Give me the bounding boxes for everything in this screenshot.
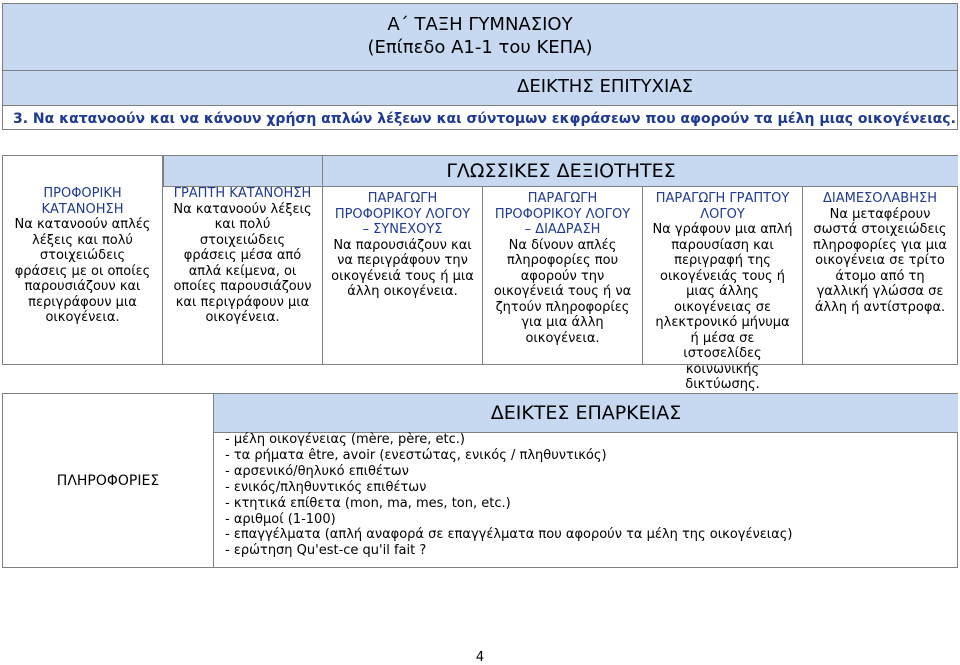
proficiency-row-label: ΠΛΗΡΟΦΟΡΙΕΣ <box>3 394 214 567</box>
skill-column-title: ΔΙΑΜΕΣΟΛΑΒΗΣΗ <box>823 191 937 206</box>
proficiency-list <box>225 432 792 559</box>
skill-column-oral-production-interaction <box>483 187 643 364</box>
skill-column-text: Να παρουσιάζουν και να περιγράφουν την οικογένειά τους ή μια άλλη οικογένεια. <box>331 237 474 299</box>
skill-column-text: Να κατανοούν απλές λέξεις και πολύ στοιχειώδεις φράσεις με οι οποίες παρουσιάζουν και περιγράφουν μια οικογένεια. <box>14 217 151 325</box>
goal-statement: 3. Να κατανοούν και να κάνουν χρήση απλών λέξεων και σύντομων εκφράσεων που αφορούν τα μέλη μιας οικογένειας. <box>13 111 956 127</box>
level-subtitle: (Επίπεδο Α1-1 του ΚΕΠΑ) <box>367 37 593 58</box>
proficiency-table-title: ΔΕΙΚΤΕΣ ΕΠΑΡΚΕΙΑΣ <box>213 394 958 433</box>
list-item: - επαγγέλματα (απλή αναφορά σε επαγγέλματα που αφορούν τα μέλη της οικογένειας) <box>225 527 793 543</box>
skill-column-mediation <box>803 187 957 364</box>
list-item: - κτητικά επίθετα (mon, ma, mes, ton, etc.) <box>225 495 511 511</box>
skill-column-title: ΓΡΑΠΤΗ ΚΑΤΑΝΟΗΣΗ <box>173 186 312 201</box>
section-band <box>3 71 957 106</box>
proficiency-table <box>2 393 958 568</box>
skill-column-text: Να γράφουν μια απλή παρουσίαση και περιγραφή της οικογένειάς τους ή μιας άλλης οικογένειας σε ηλεκτρονικό μήνυμα ή μέσα σε ιστοσελίδες κοινωνικής δικτύωσης. <box>652 222 793 392</box>
page-number: 4 <box>475 650 485 665</box>
skill-column-oral-production-continuous <box>323 187 483 364</box>
skill-column-written-production <box>643 187 803 392</box>
skills-table <box>2 155 958 392</box>
header-title-band <box>3 4 957 71</box>
list-item: - αρσενικό/θηλυκό επιθέτων <box>225 463 409 479</box>
header-box <box>2 3 958 130</box>
skill-column-text: Να δίνουν απλές πληροφορίες που αφορούν την οικογένειά τους ή να ζητούν πληροφορίες για μια άλλη οικογένεια. <box>493 237 632 346</box>
skill-column-title: ΠΑΡΑΓΩΓΗ ΠΡΟΦΟΡΙΚΟΥ ΛΟΓΟΥ – ΣΥΝΕΧΟΥΣ <box>334 191 471 237</box>
skill-column-written-comprehension <box>163 156 323 364</box>
skill-column-text: Να κατανοούν λέξεις και πολύ στοιχειώδεις φράσεις μέσα από απλά κείμενα, οι οποίες παρουσιάζουν και περιγράφουν μια οικογένεια. <box>173 201 312 325</box>
skill-column-title: ΠΑΡΑΓΩΓΗ ΠΡΟΦΟΡΙΚΟΥ ΛΟΓΟΥ – ΔΙΑΔΡΑΣΗ <box>494 191 631 237</box>
list-item: - αριθμοί (1-100) <box>225 511 336 527</box>
section-title: ΔΕΙΚΤΗΣ ΕΠΙΤΥΧΙΑΣ <box>517 76 693 97</box>
list-item: - τα ρήματα être, avoir (ενεστώτας, ενικός / πληθυντικός) <box>225 447 607 463</box>
skill-column-oral-comprehension <box>3 156 163 364</box>
class-title: Α΄ ΤΑΞΗ ΓΥΜΝΑΣΙΟΥ <box>387 14 573 35</box>
skill-column-title: ΠΡΟΦΟΡΙΚΗ ΚΑΤΑΝΟΗΣΗ <box>41 186 124 217</box>
list-item: - ενικός/πληθυντικός επιθέτων <box>225 479 427 495</box>
list-item: - ερώτηση Qu'est-ce qu'il fait ? <box>225 543 427 559</box>
skills-table-title: ΓΛΩΣΣΙΚΕΣ ΔΕΞΙΟΤΗΤΕΣ <box>163 156 958 187</box>
skill-column-text: Να μεταφέρουν σωστά στοιχειώδεις πληροφορίες για μια οικογένεια σε τρίτο άτομο από τη γαλλική γλώσσα σε άλλη ή αντίστροφα. <box>813 206 947 315</box>
list-item: - μέλη οικογένειας (mère, père, etc.) <box>225 432 465 447</box>
skill-column-title: ΠΑΡΑΓΩΓΗ ΓΡΑΠΤΟΥ ΛΟΓΟΥ <box>655 191 790 222</box>
